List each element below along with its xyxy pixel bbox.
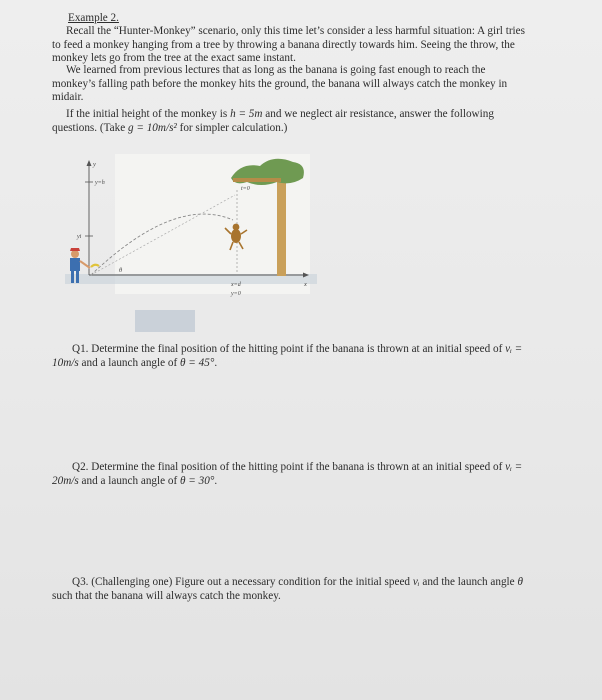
tree-branch (233, 178, 281, 182)
label-y-eq-h: y=h (95, 180, 105, 186)
girl-head (71, 250, 79, 258)
paragraph-given: If the initial height of the monkey is h = 5m and we neglect air resistance, answer the following questions. (Take g = 10m/s² for simpler calculation.) (52, 108, 494, 134)
question-3: Q3. (Challenging one) Figure out a necessary condition for the initial speed vᵢ and the launch angle θ such that the banana will always catch the monkey. (52, 576, 523, 602)
question-1: Q1. Determine the final position of the hitting point if the banana is thrown at an initial speed of vᵢ = 10m/s and a launch angle of θ = 45°. (52, 343, 523, 369)
ground-shadow (135, 310, 195, 332)
question-2: Q2. Determine the final position of the hitting point if the banana is thrown at an initial speed of vᵢ = 20m/s and a launch angle of θ = 30°. (52, 461, 523, 487)
monkey-head (233, 224, 240, 231)
label-x-eq-d: x=d (231, 282, 241, 288)
label-y-eq-0: y=0 (231, 291, 241, 297)
girl-body (70, 258, 80, 271)
y-axis-arrow (87, 160, 92, 166)
label-y-axis: y (93, 161, 96, 168)
paragraph-theory: We learned from previous lectures that as long as the banana is going fast enough to reach the monkey’s falling path before the monkey hits the ground, the banana will always catch the monkey in midair. (52, 64, 508, 104)
monkey (231, 229, 241, 243)
label-t-eq-0: t=0 (241, 186, 250, 192)
paragraph-intro: Recall the “Hunter-Monkey” scenario, only this time let’s consider a less harmful situation: A girl tries to feed a monkey hanging from a tree by throwing a banana directly towards him. Seeing the throw, the monkey lets go from the tree at the exact same instant. (52, 25, 525, 65)
girl-arm (80, 261, 90, 268)
girl-hat (70, 248, 80, 251)
label-theta: θ (119, 267, 123, 274)
banana (91, 265, 99, 267)
hunter-monkey-figure (55, 150, 317, 332)
tree-trunk (277, 176, 286, 276)
girl-leg-right (76, 271, 79, 283)
girl-leg-left (71, 271, 74, 283)
label-x-axis: x (304, 281, 307, 288)
example-title: Example 2. (68, 12, 119, 24)
label-y-i: yi (77, 234, 82, 240)
